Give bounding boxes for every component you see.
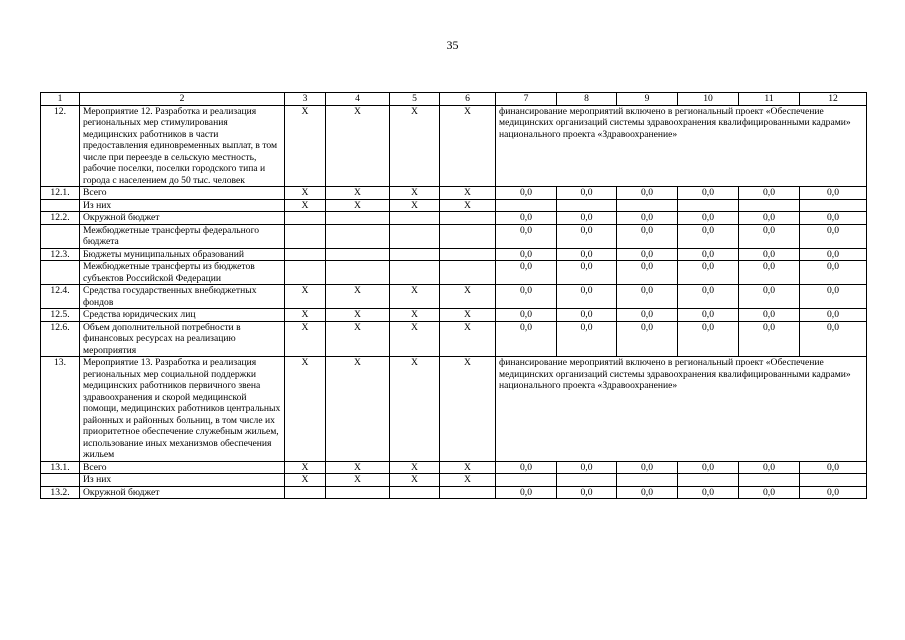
value-cell: 0,0 — [678, 486, 739, 499]
mark-cell: Х — [440, 105, 496, 187]
table-body — [41, 93, 867, 499]
value-cell — [800, 474, 867, 487]
mark-cell — [285, 248, 326, 261]
value-cell: 0,0 — [739, 261, 800, 285]
mark-cell — [326, 486, 390, 499]
header-cell: 4 — [326, 93, 390, 106]
value-cell: 0,0 — [557, 261, 617, 285]
mark-cell: Х — [326, 461, 390, 474]
mark-cell: Х — [390, 187, 440, 200]
mark-cell — [390, 486, 440, 499]
row-number-cell: 13. — [41, 357, 80, 462]
table-row — [41, 461, 867, 474]
mark-cell: Х — [390, 321, 440, 357]
mark-cell: Х — [326, 321, 390, 357]
row-name-cell: Средства государственных внебюджетных фондов — [80, 285, 285, 309]
table-row — [41, 357, 867, 462]
value-cell: 0,0 — [617, 321, 678, 357]
mark-cell: Х — [390, 357, 440, 462]
mark-cell: Х — [440, 309, 496, 322]
header-row — [41, 93, 867, 106]
table-row — [41, 474, 867, 487]
row-number-cell: 12.6. — [41, 321, 80, 357]
value-cell: 0,0 — [739, 248, 800, 261]
value-cell: 0,0 — [739, 486, 800, 499]
row-number-cell: 12.2. — [41, 212, 80, 225]
mark-cell: Х — [285, 474, 326, 487]
value-cell: 0,0 — [617, 486, 678, 499]
value-cell: 0,0 — [678, 248, 739, 261]
mark-cell: Х — [285, 105, 326, 187]
value-cell — [557, 474, 617, 487]
value-cell: 0,0 — [617, 309, 678, 322]
value-cell: 0,0 — [496, 285, 557, 309]
value-cell: 0,0 — [800, 285, 867, 309]
value-cell — [496, 199, 557, 212]
value-cell — [739, 474, 800, 487]
value-cell: 0,0 — [678, 261, 739, 285]
value-cell — [557, 199, 617, 212]
mark-cell: Х — [440, 199, 496, 212]
row-number-cell: 12. — [41, 105, 80, 187]
header-cell: 5 — [390, 93, 440, 106]
value-cell: 0,0 — [739, 187, 800, 200]
table-row — [41, 309, 867, 322]
value-cell: 0,0 — [678, 285, 739, 309]
mark-cell: Х — [285, 187, 326, 200]
value-cell: 0,0 — [800, 261, 867, 285]
mark-cell: Х — [390, 309, 440, 322]
mark-cell: Х — [390, 474, 440, 487]
header-cell: 6 — [440, 93, 496, 106]
row-name-cell: Из них — [80, 199, 285, 212]
mark-cell: Х — [440, 461, 496, 474]
value-cell: 0,0 — [496, 212, 557, 225]
row-name-cell: Окружной бюджет — [80, 486, 285, 499]
value-cell: 0,0 — [800, 309, 867, 322]
value-cell — [739, 199, 800, 212]
value-cell: 0,0 — [496, 248, 557, 261]
row-number-cell — [41, 199, 80, 212]
value-cell: 0,0 — [557, 187, 617, 200]
row-number-cell: 12.1. — [41, 187, 80, 200]
value-cell: 0,0 — [678, 461, 739, 474]
page-number: 35 — [446, 38, 459, 52]
value-cell: 0,0 — [557, 486, 617, 499]
mark-cell: Х — [390, 461, 440, 474]
table-row — [41, 105, 867, 187]
value-cell: 0,0 — [496, 309, 557, 322]
value-cell: 0,0 — [496, 261, 557, 285]
mark-cell: Х — [285, 199, 326, 212]
mark-cell — [440, 248, 496, 261]
value-cell: 0,0 — [557, 461, 617, 474]
value-cell: 0,0 — [496, 321, 557, 357]
row-number-cell: 13.1. — [41, 461, 80, 474]
header-cell: 2 — [80, 93, 285, 106]
value-cell: 0,0 — [496, 461, 557, 474]
mark-cell: Х — [390, 105, 440, 187]
table-row — [41, 224, 867, 248]
mark-cell: Х — [440, 474, 496, 487]
mark-cell — [390, 212, 440, 225]
table-row — [41, 261, 867, 285]
value-cell: 0,0 — [557, 285, 617, 309]
value-cell — [678, 199, 739, 212]
value-cell: 0,0 — [557, 321, 617, 357]
mark-cell: Х — [285, 285, 326, 309]
mark-cell: Х — [326, 357, 390, 462]
value-cell: 0,0 — [739, 212, 800, 225]
value-cell: 0,0 — [678, 321, 739, 357]
mark-cell: Х — [326, 187, 390, 200]
mark-cell: Х — [326, 105, 390, 187]
value-cell: 0,0 — [678, 187, 739, 200]
value-cell: 0,0 — [678, 212, 739, 225]
value-cell: 0,0 — [800, 248, 867, 261]
row-name-cell: Всего — [80, 461, 285, 474]
row-name-cell: Межбюджетные трансферты из бюджетов субъектов Российской Федерации — [80, 261, 285, 285]
row-name-cell: Всего — [80, 187, 285, 200]
header-cell: 7 — [496, 93, 557, 106]
header-cell: 12 — [800, 93, 867, 106]
table-row — [41, 486, 867, 499]
value-cell: 0,0 — [617, 248, 678, 261]
value-cell: 0,0 — [617, 261, 678, 285]
value-cell: 0,0 — [800, 224, 867, 248]
mark-cell: Х — [285, 357, 326, 462]
mark-cell — [440, 261, 496, 285]
value-cell: 0,0 — [800, 486, 867, 499]
value-cell: 0,0 — [557, 224, 617, 248]
header-cell: 11 — [739, 93, 800, 106]
row-name-cell: Окружной бюджет — [80, 212, 285, 225]
row-number-cell — [41, 474, 80, 487]
row-number-cell: 12.4. — [41, 285, 80, 309]
mark-cell: Х — [285, 321, 326, 357]
note-cell: финансирование мероприятий включено в региональный проект «Обеспечение медицинских организаций системы здравоохранения квалифицированными кадрами» национального проекта «Здравоохранение» — [496, 105, 867, 187]
mark-cell — [285, 261, 326, 285]
value-cell — [617, 474, 678, 487]
mark-cell — [390, 261, 440, 285]
mark-cell: Х — [285, 461, 326, 474]
mark-cell — [440, 224, 496, 248]
row-name-cell: Мероприятие 12. Разработка и реализация региональных мер стимулирования медицинских работников в части предоставления единовременных выплат, в том числе при переезде в сельскую местность, рабочие поселки, поселки городского типа и города с населением до 50 тыс. человек — [80, 105, 285, 187]
value-cell: 0,0 — [739, 321, 800, 357]
mark-cell — [390, 224, 440, 248]
mark-cell — [326, 212, 390, 225]
value-cell: 0,0 — [557, 248, 617, 261]
value-cell: 0,0 — [617, 224, 678, 248]
row-name-cell: Средства юридических лиц — [80, 309, 285, 322]
mark-cell — [390, 248, 440, 261]
table-row — [41, 212, 867, 225]
value-cell: 0,0 — [800, 321, 867, 357]
mark-cell: Х — [440, 321, 496, 357]
mark-cell: Х — [440, 357, 496, 462]
value-cell — [496, 474, 557, 487]
table-row — [41, 199, 867, 212]
row-name-cell: Мероприятие 13. Разработка и реализация региональных мер социальной поддержки медицинских работников первичного звена здравоохранения и скорой медицинской помощи, медицинских работников центральных районных и районных больниц, в том числе их приоритетное обеспечение служебным жильем, использование иных механизмов обеспечения жильем — [80, 357, 285, 462]
header-cell: 10 — [678, 93, 739, 106]
value-cell: 0,0 — [617, 461, 678, 474]
value-cell: 0,0 — [617, 285, 678, 309]
mark-cell: Х — [326, 199, 390, 212]
header-cell: 9 — [617, 93, 678, 106]
mark-cell — [285, 486, 326, 499]
table-row — [41, 321, 867, 357]
financing-table — [40, 92, 867, 499]
mark-cell: Х — [326, 474, 390, 487]
value-cell — [617, 199, 678, 212]
header-cell: 1 — [41, 93, 80, 106]
mark-cell — [440, 486, 496, 499]
value-cell: 0,0 — [496, 187, 557, 200]
mark-cell — [440, 212, 496, 225]
table-row — [41, 285, 867, 309]
mark-cell: Х — [440, 187, 496, 200]
value-cell — [678, 474, 739, 487]
row-number-cell: 13.2. — [41, 486, 80, 499]
mark-cell: Х — [326, 309, 390, 322]
note-cell: финансирование мероприятий включено в региональный проект «Обеспечение медицинских организаций системы здравоохранения квалифицированными кадрами» национального проекта «Здравоохранение» — [496, 357, 867, 462]
row-name-cell: Бюджеты муниципальных образований — [80, 248, 285, 261]
row-name-cell: Из них — [80, 474, 285, 487]
row-number-cell: 12.3. — [41, 248, 80, 261]
value-cell: 0,0 — [678, 309, 739, 322]
mark-cell — [285, 224, 326, 248]
table-row — [41, 187, 867, 200]
mark-cell: Х — [390, 199, 440, 212]
mark-cell: Х — [285, 309, 326, 322]
mark-cell: Х — [390, 285, 440, 309]
row-number-cell — [41, 224, 80, 248]
mark-cell — [326, 224, 390, 248]
header-cell: 3 — [285, 93, 326, 106]
value-cell: 0,0 — [557, 212, 617, 225]
value-cell: 0,0 — [800, 187, 867, 200]
value-cell: 0,0 — [617, 187, 678, 200]
value-cell: 0,0 — [739, 285, 800, 309]
header-cell: 8 — [557, 93, 617, 106]
value-cell: 0,0 — [739, 224, 800, 248]
mark-cell — [326, 248, 390, 261]
table-row — [41, 248, 867, 261]
value-cell: 0,0 — [678, 224, 739, 248]
value-cell: 0,0 — [557, 309, 617, 322]
value-cell: 0,0 — [496, 486, 557, 499]
mark-cell: Х — [440, 285, 496, 309]
value-cell: 0,0 — [496, 224, 557, 248]
row-name-cell: Межбюджетные трансферты федерального бюджета — [80, 224, 285, 248]
value-cell — [800, 199, 867, 212]
value-cell: 0,0 — [617, 212, 678, 225]
value-cell: 0,0 — [800, 212, 867, 225]
row-number-cell — [41, 261, 80, 285]
mark-cell — [285, 212, 326, 225]
mark-cell — [326, 261, 390, 285]
value-cell: 0,0 — [739, 461, 800, 474]
value-cell: 0,0 — [800, 461, 867, 474]
row-number-cell: 12.5. — [41, 309, 80, 322]
value-cell: 0,0 — [739, 309, 800, 322]
mark-cell: Х — [326, 285, 390, 309]
row-name-cell: Объем дополнительной потребности в финансовых ресурсах на реализацию мероприятия — [80, 321, 285, 357]
